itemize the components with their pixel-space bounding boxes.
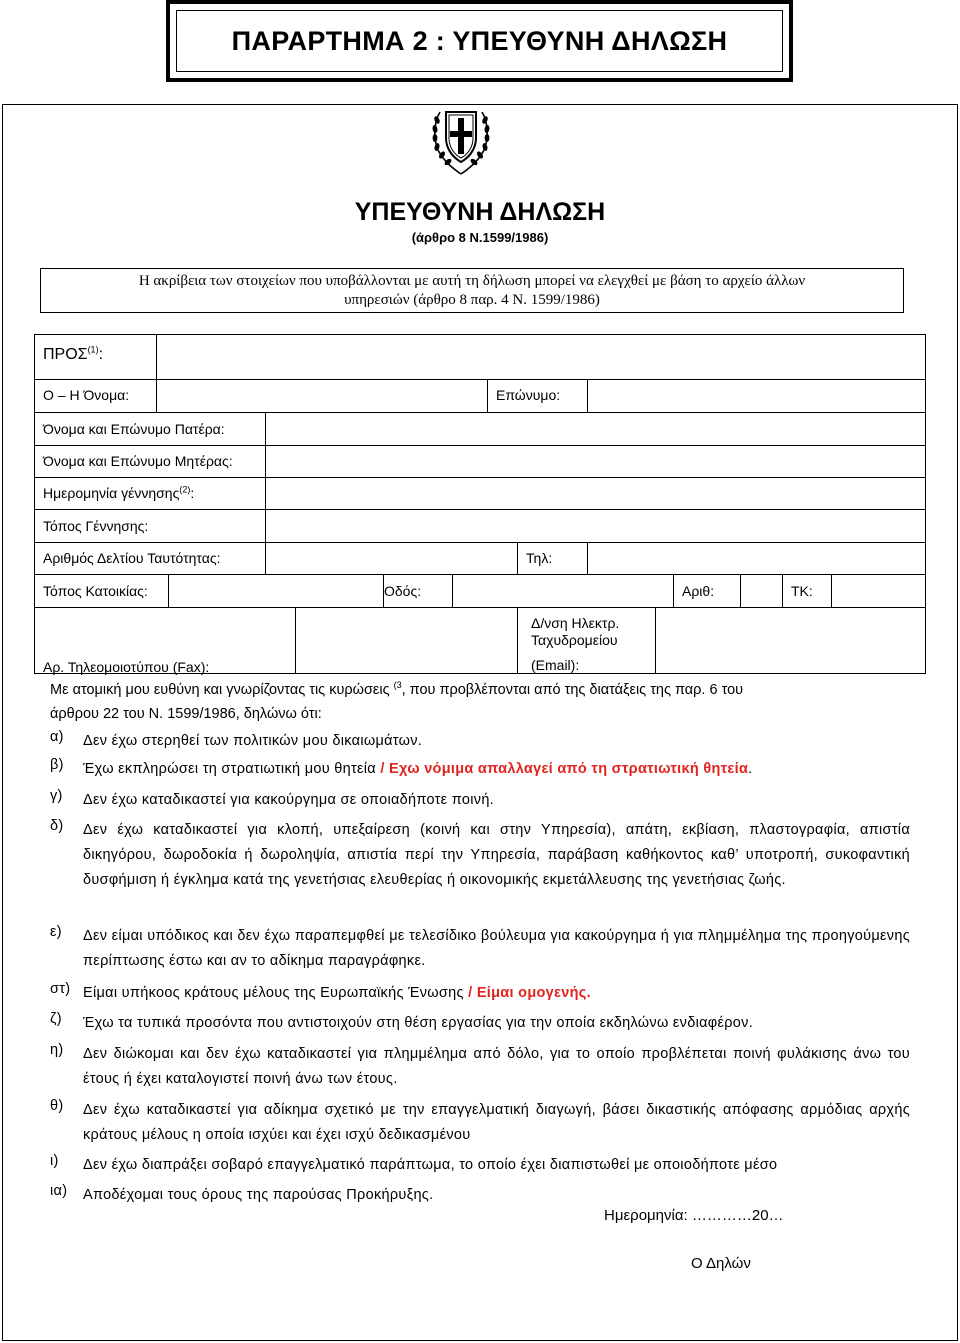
form-col-line <box>655 607 656 674</box>
accuracy-notice <box>40 268 904 313</box>
fax-label: Αρ. Τηλεομοιοτύπου (Fax): <box>43 659 210 675</box>
form-col-line <box>156 334 157 412</box>
form-col-line <box>452 574 453 607</box>
document-title: ΥΠΕΥΘΥΝΗ ΔΗΛΩΣΗ <box>354 198 606 226</box>
form-col-line <box>740 574 741 607</box>
birthdate-label: Ημερομηνία γέννησης$^{(2)}$: <box>43 484 195 501</box>
number-label: Αριθ: <box>682 583 715 599</box>
form-row-line <box>34 509 926 510</box>
notice-line-1: Η ακρίβεια των στοιχείων που υποβάλλονται με αυτή τη δήλωση μπορεί να ελεγχθεί με βάση το αρχείο άλλων <box>138 273 806 289</box>
form-row-line <box>34 542 926 543</box>
form-col-line <box>487 379 488 412</box>
form-row-line <box>34 379 926 380</box>
birthplace-label: Τόπος Γέννησης: <box>43 518 149 534</box>
to-label: ΠΡΟΣ$^{(1)}$: <box>43 344 104 363</box>
name-label: Ο – Η Όνομα: <box>43 387 130 403</box>
form-col-line <box>587 379 588 412</box>
form-border-right <box>925 334 926 674</box>
form-col-line <box>265 412 266 574</box>
header-title: ΠΑΡΑΡΤΗΜΑ 2 : ΥΠΕΥΘΥΝΗ ΔΗΛΩΣΗ <box>176 10 783 72</box>
residence-label: Τόπος Κατοικίας: <box>43 583 148 599</box>
father-name-label: Όνομα και Επώνυμο Πατέρα: <box>43 421 225 437</box>
form-col-line <box>673 574 674 607</box>
form-row-line <box>34 607 926 608</box>
email-label: Δ/νση Ηλεκτρ. Ταχυδρομείου (Email): <box>531 615 620 673</box>
expatriate-highlight: / Είμαι ομογενής. <box>468 985 591 1001</box>
form-col-line <box>831 574 832 607</box>
personal-details-form <box>34 334 926 674</box>
document-subtitle: (άρθρο 8 Ν.1599/1986) <box>411 230 549 245</box>
surname-label: Επώνυμο: <box>496 387 561 403</box>
form-border-top <box>34 334 926 335</box>
form-col-line <box>168 574 169 607</box>
greek-coat-of-arms-icon <box>428 98 494 178</box>
form-col-line <box>587 542 588 574</box>
form-col-line <box>517 542 518 574</box>
form-col-line <box>295 607 296 674</box>
postcode-label: ΤΚ: <box>791 583 813 599</box>
mother-name-label: Όνομα και Επώνυμο Μητέρας: <box>43 453 233 469</box>
signatory-label: Ο Δηλών <box>691 1255 751 1272</box>
form-col-line <box>517 607 518 674</box>
military-exemption-highlight: / Εχω νόμιμα απαλλαγεί από τη στρατιωτική θητεία <box>380 761 749 777</box>
form-border-left <box>34 334 35 674</box>
form-row-line <box>34 477 926 478</box>
notice-line-2: υπηρεσιών (άρθρο 8 παρ. 4 Ν. 1599/1986) <box>344 292 600 308</box>
form-col-line <box>782 574 783 607</box>
date-line: Ημερομηνία: …………20… <box>604 1207 784 1224</box>
id-number-label: Αριθμός Δελτίου Ταυτότητας: <box>43 550 221 566</box>
form-row-line <box>34 445 926 446</box>
header-box <box>166 0 793 82</box>
declaration-intro: Με ατομική μου ευθύνη και γνωρίζοντας τις κυρώσεις $^{(3}$, που προβλέπονται από της διατάξεις της παρ. 6 του άρθρου 22 του Ν. 1599/1986, δηλώνω ότι: <box>50 680 744 722</box>
form-row-line <box>34 412 926 413</box>
phone-label: Τηλ: <box>526 550 553 566</box>
street-label: Οδός: <box>384 583 422 599</box>
